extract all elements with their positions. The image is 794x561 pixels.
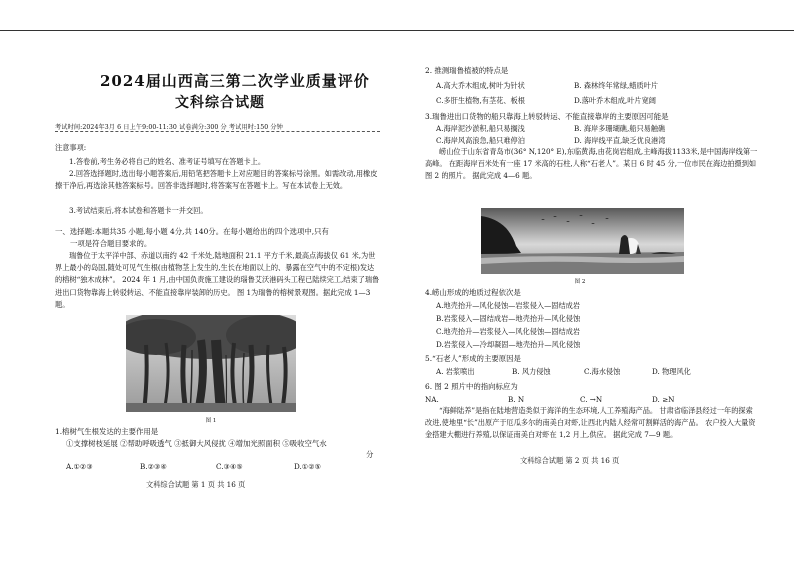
exam-info: 考试时间:2024年3月 6 日上午9:00-11:30 试卷满分:300 分 考试用时:150 分钟 xyxy=(55,124,283,131)
sea-stack-photo xyxy=(481,208,684,274)
figure-1-caption: 图 1 xyxy=(205,418,217,424)
q6-option-a: NA. xyxy=(425,395,439,404)
q5-option-a: A. 岩浆喷出 xyxy=(436,367,475,376)
question-1: 1.榕树气生根发达的主要作用是 xyxy=(55,427,159,436)
q4-option-c: C.地壳抬升—岩浆侵入—风化侵蚀—固结成岩 xyxy=(436,327,581,336)
figure-2-caption: 图 2 xyxy=(574,279,586,285)
q1-option-c: C.③④⑤ xyxy=(216,462,243,471)
question-4: 4.崂山形成的地质过程依次是 xyxy=(425,288,521,297)
question-1-choices: ①支撑树枝延展 ②帮助呼吸透气 ③抵御大风侵扰 ④增加光照面积 ⑤吸收空气水 xyxy=(66,439,327,448)
passage-laoshan: 崂山位于山东省青岛市(36° N,120° E),东临黄海,由花岗岩组成,主峰海拔1133米,是中国海岸线第一高峰。 在距海岸百米处有一座 17 米高的石柱,人称“石老人”。某日 6 时 45 分,一位市民在海边拍摄到如图 2 的照片。 据此完成 4—6 题。 xyxy=(425,147,758,181)
q1-option-b: B.②③④ xyxy=(140,462,167,471)
page-subtitle: 文科综合试题 xyxy=(175,95,265,111)
question-1-choices-cont: 分 xyxy=(366,450,374,459)
page-1-footer: 文科综合试题 第 1 页 共 16 页 xyxy=(146,480,246,489)
q1-option-d: D.①②⑤ xyxy=(294,462,322,471)
section-1-heading-cont: 一项是符合题目要求的。 xyxy=(70,239,152,248)
q1-option-a: A.①②③ xyxy=(66,462,93,471)
q2-option-b: B. 森林终年常绿,蜡质叶片 xyxy=(574,81,659,90)
q6-option-c: C. →N xyxy=(580,395,603,404)
notice-3: 3.考试结束后,将本试卷和答题卡一并交回。 xyxy=(69,206,208,215)
top-rule xyxy=(0,30,794,31)
q5-option-c: C.海水侵蚀 xyxy=(584,367,621,376)
question-3: 3.瑞鲁进出口货物的船只靠海上转驳转运、不能直接靠岸的主要原因可能是 xyxy=(425,112,669,121)
q5-option-d: D. 物理风化 xyxy=(652,367,691,376)
section-1-heading: 一、选择题:本题共35 小题,每小题 4分,共 140分。在每小题给出的四个选项中,只有 xyxy=(55,227,329,236)
q2-option-c: C.多肝生植物,有茎花、板根 xyxy=(436,96,525,105)
notice-header: 注意事项: xyxy=(55,143,87,152)
question-2: 2. 推测瑞鲁植被的特点是 xyxy=(425,66,509,75)
q2-option-a: A.高大乔木组成,树叶为针状 xyxy=(436,81,525,90)
notice-2: 2.回答选择题时,选出每小题答案后,用铅笔把答题卡上对应题目的答案标号涂黑。如需改动,用橡皮擦干净后,再选涂其他答案标号。回答非选择题时,将答案写在答题卡上。写在本试卷上无效。 xyxy=(55,169,378,191)
q5-option-b: B. 风力侵蚀 xyxy=(512,367,551,376)
q4-option-a: A.地壳抬升—风化侵蚀—岩浆侵入—固结成岩 xyxy=(436,301,581,310)
q3-option-d: D. 海岸线平直,缺乏优良港湾 xyxy=(574,136,666,145)
page-title: 2024届山西高三第二次学业质量评价 xyxy=(100,72,370,90)
exam-info-rule xyxy=(55,131,380,132)
q3-option-b: B. 海岸多珊瑚礁,船只易触礁 xyxy=(574,124,666,133)
q6-option-b: B. N xyxy=(508,395,525,404)
passage-seafood: “海鲜陆养”是指在陆地营造类似于海洋的生态环境,人工养殖海产品。 甘肃省临泽县经过一年的探索改进,使地里“长”出原产于厄瓜多尔的南美白对虾,让西北内陆人经常可割鲜活的海产品。 农户投入大量资金搭建大棚进行养殖,以保证南美白对虾在 1,2 月上,供应。 据此完成 7—9 题。 xyxy=(425,406,756,440)
q3-option-c: C.海岸风高浪急,船只难停泊 xyxy=(436,136,525,145)
question-6: 6. 图 2 照片中的指向标应为 xyxy=(425,382,518,391)
q3-option-a: A.海岸泥沙淤积,船只易搁浅 xyxy=(436,124,525,133)
passage-nauru: 瑞鲁位于太平洋中部、赤道以南约 42 千米处,陆地面积 21.1 平方千米,最高点海拔仅 61 米,为世界上最小的岛国,随处可见气生根(由植物茎上发生的,生长在地面以上的、暴露在空气中的不定根)发达的榕树“独木成林”。 2024 年 1 月,由中国负责施工建设的瑙鲁艾沃港码头工程已陆续完工,结束了瑞鲁进出口货物靠海上转驳转运、不能直接靠岸装卸的历史。 图 1为瑞鲁的榕树景观图。据此完成 1—3 题。 xyxy=(55,251,380,309)
q2-option-d: D.落叶乔木组成,叶片宽阔 xyxy=(574,96,656,105)
q4-option-b: B.岩浆侵入—固结成岩—地壳抬升—风化侵蚀 xyxy=(436,314,581,323)
q6-option-d: D. ≥N xyxy=(652,395,675,404)
question-5: 5.“石老人”形成的主要原因是 xyxy=(425,354,521,363)
q4-option-d: D.岩浆侵入—冷却凝固—地壳抬升—风化侵蚀 xyxy=(436,340,581,349)
notice-1: 1.答卷前,考生务必将自己的姓名、准考证号填写在答题卡上。 xyxy=(69,157,266,166)
page-2-footer: 文科综合试题 第 2 页 共 16 页 xyxy=(520,456,620,465)
banyan-tree-photo xyxy=(126,315,296,412)
